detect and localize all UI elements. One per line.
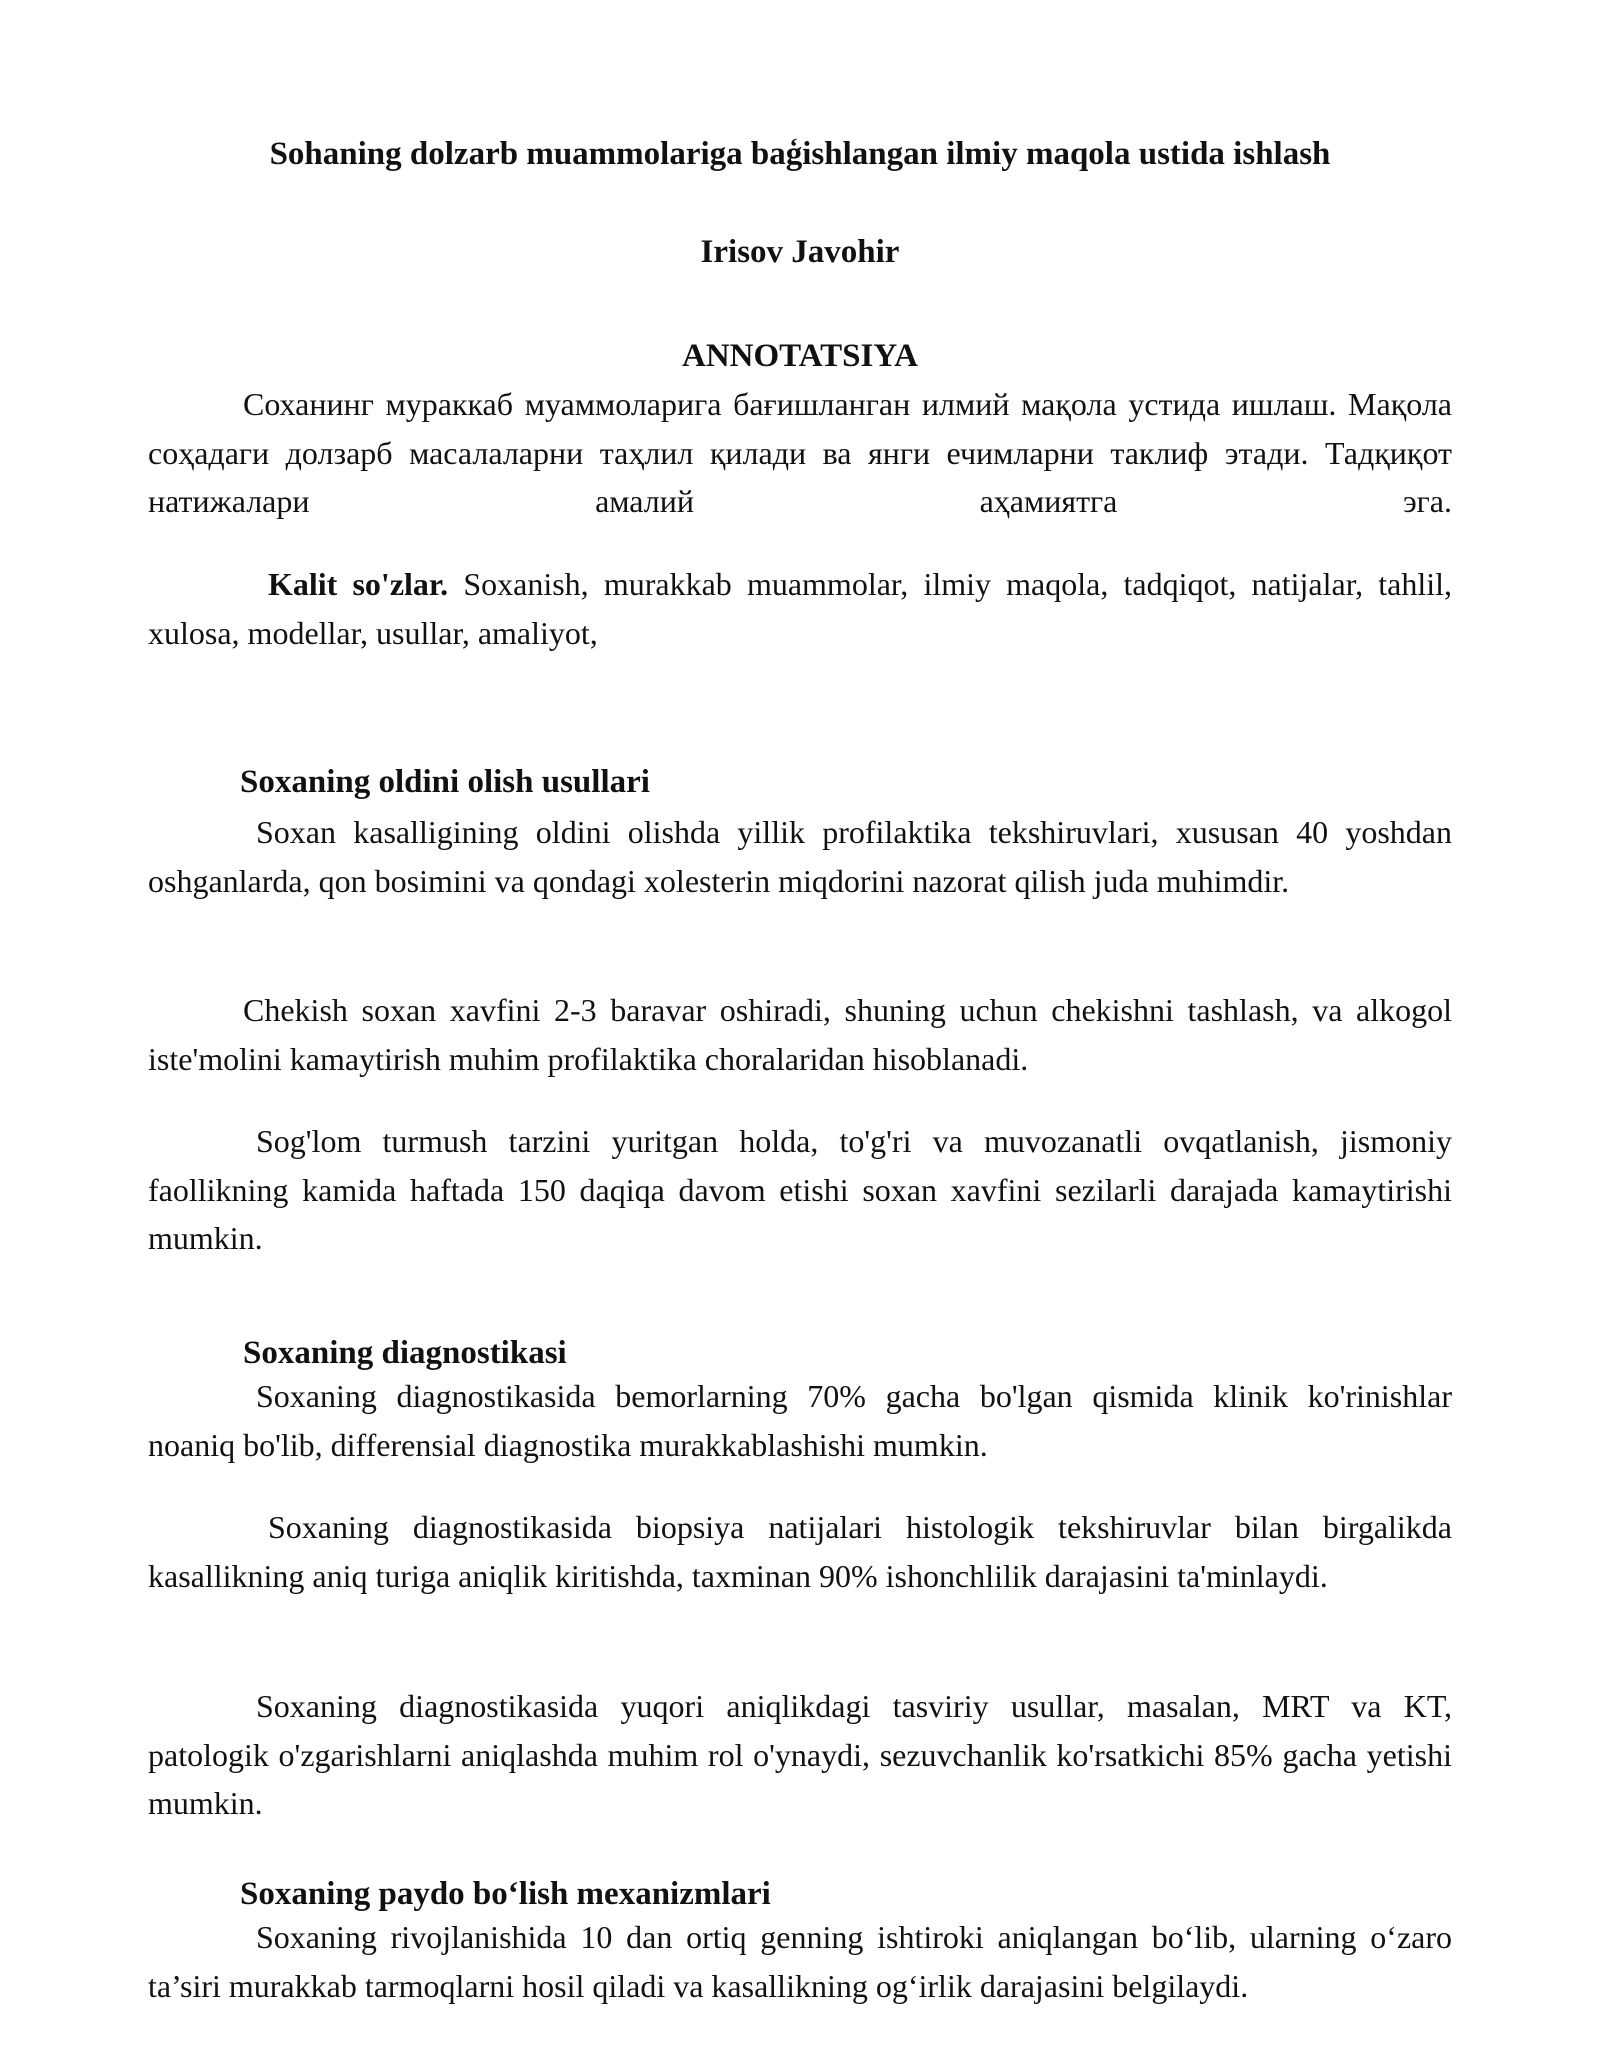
annotation-heading: ANNOTATSIYA bbox=[682, 338, 918, 374]
section-paragraph: Soxaning diagnostikasida yuqori aniqlikdagi tasviriy usullar, masalan, MRT va KT, patologik o'zgarishlarni aniqlashda muhim rol o'ynaydi, sezuvchanlik ko'rsatkichi 85% gacha yetishi mumkin. bbox=[148, 1688, 1452, 1821]
keywords-paragraph bbox=[148, 560, 1452, 657]
section-heading: Soxaning oldini olish usullari bbox=[240, 764, 650, 800]
section-heading: Soxaning paydo bo‘lish mexanizmlari bbox=[240, 1876, 771, 1912]
keywords-text: Soxanish, murakkab muammolar, ilmiy maqola, tadqiqot, natijalar, tahlil, xulosa, modellar, usullar, amaliyot, bbox=[148, 566, 1453, 651]
section-paragraph: Soxaning diagnostikasida biopsiya natijalari histologik tekshiruvlar bilan birgalikda kasallikning aniq turiga aniqlik kiritishda, taxminan 90% ishonchlilik darajasini ta'minlaydi. bbox=[148, 1509, 1452, 1594]
section-heading: Soxaning diagnostikasi bbox=[243, 1335, 567, 1371]
author-name: Irisov Javohir bbox=[700, 234, 900, 270]
section-paragraph: Soxaning rivojlanishida 10 dan ortiq genning ishtiroki aniqlangan bo‘lib, ularning o‘zaro ta’siri murakkab tarmoqlarni hosil qiladi va kasallikning og‘irlik darajasini belgilaydi. bbox=[148, 1919, 1452, 2004]
section-paragraph: Chekish soxan xavfini 2-3 baravar oshiradi, shuning uchun chekishni tashlash, va alkogol iste'molini kamaytirish muhim profilaktika choralaridan hisoblanadi. bbox=[148, 992, 1452, 1077]
document-title: Sohaning dolzarb muammolariga baģishlangan ilmiy maqola ustida ishlash bbox=[269, 136, 1331, 172]
section-paragraph: Soxan kasalligining oldini olishda yillik profilaktika tekshiruvlari, xususan 40 yoshdan oshganlarda, qon bosimini va qondagi xolesterin miqdorini nazorat qilish juda muhimdir. bbox=[148, 814, 1452, 899]
keywords-label: Kalit so'zlar. bbox=[268, 566, 449, 602]
section-paragraph: Soxaning diagnostikasida bemorlarning 70% gacha bo'lgan qismida klinik ko'rinishlar noaniq bo'lib, differensial diagnostika murakkablashishi mumkin. bbox=[148, 1378, 1452, 1463]
section-paragraph: Sog'lom turmush tarzini yuritgan holda, to'g'ri va muvozanatli ovqatlanish, jismoniy faollikning kamida haftada 150 daqiqa davom etishi soxan xavfini sezilarli darajada kamaytirishi mumkin. bbox=[148, 1123, 1452, 1256]
annotation-text: Соханинг мураккаб муаммоларига бағишланган илмий мақола устида ишлаш. Мақола соҳадаги долзарб масалаларни таҳлил қилади ва янги ечимларни таклиф этади. Тадқиқот натижалари амалий аҳамиятга эга. bbox=[148, 386, 1452, 519]
